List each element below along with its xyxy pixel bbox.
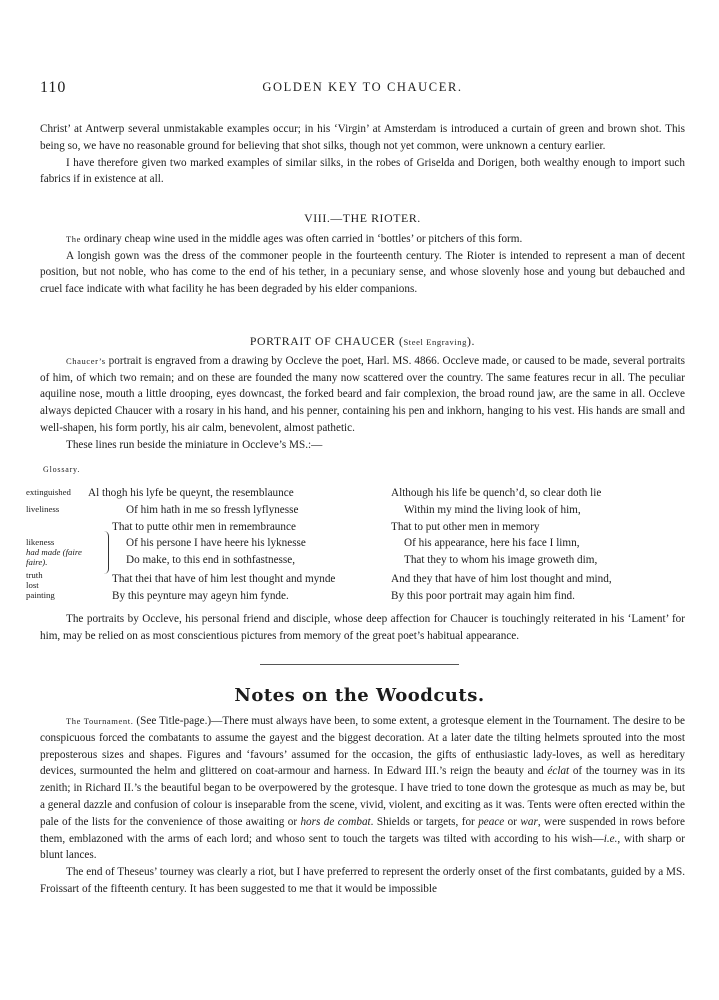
verse-original: That thei that have of him lest thought and mynde: [112, 573, 336, 585]
paragraph-tournament: The Tournament. (See Title-page.)—There must always have been, to some extent, a grotesque element in the Tournament. The desire to be conspicuous forced the combatants to assume the gayest and the biggest decoration. At a later date the tilting helmets sprouted into the most preposterous sizes and shapes. Figures and ‘favours’ assumed for the occasion, the gifts of enthusiastic lady-loves, as well as hereditary devices, surmounted the helm and glittered on coat-armour and harness. In Edward III.’s reign the beauty and éclat of the tourney was in its zenith; in Richard II.’s the beautiful began to be overpowered by the grotesque. I have tried to tone down the grotesque as much as may be, but a general dazzle and confusion of colour is inseparable from the scene, vivid, violent, and exciting as it was. Tents were often erected within the pale of the lists for the convenience of those awaiting or hors de combat. Shields or targets, for peace or war, were suspended in rows before them, emblazoned with the arms of each lord; and whoso sent to touch the targets was tilted with according to his wish—i.e., with sharp or blunt lances.: [40, 715, 685, 862]
verse-modern: Although his life be quench’d, so clear doth lie: [391, 487, 602, 499]
notes-section: [40, 713, 685, 898]
verse-modern: Of his appearance, here his face I limn,: [404, 537, 580, 549]
small-caps-lead: The: [66, 233, 82, 244]
verse-original: By this peynture may ageyn him fynde.: [112, 590, 289, 602]
paragraph-portrait: Chaucer’s portrait is engraved from a drawing by Occleve the poet, Harl. MS. 4866. Occleve made, or caused to be made, several portraits of him, of which two remain; and on these are founded the many now scattered over the country. The same features recur in all. The peculiar aquiline nose, mouth a little drooping, eyes downcast, the forked beard and fair complexion, the broad round jaw, are the same in all. Occleve always depicted Chaucer with a rosary in his hand, and his penner, containing his pen and inkhorn, hanging to his vest. His hands are small and well-shapen, his form portly, his air calm, benevolent, almost pathetic.: [40, 354, 685, 434]
gloss: truth: [26, 570, 43, 580]
heading-notes-woodcuts: Notes on the Woodcuts.: [234, 685, 485, 706]
verse-row: [0, 590, 719, 607]
small-caps-lead: Chaucer’s: [66, 355, 106, 366]
paragraph-continued: Christ’ at Antwerp several unmistakable examples occur; in his ‘Virgin’ at Amsterdam is introduced a curtain of green and brown shot. This being so, we have no reasonable ground for believing that shot silks, though not yet common, were unknown a century earlier.: [40, 123, 685, 152]
paragraph-lines-intro: These lines run beside the miniature in Occleve’s MS.:—: [66, 438, 323, 451]
heading-portrait: PORTRAIT OF CHAUCER (Steel Engraving).: [249, 334, 476, 348]
verse-original: Of his persone I have heere his lyknesse: [126, 537, 306, 549]
paragraph-gown: A longish gown was the dress of the commoner people in the fourteenth century. The Rioter is intended to represent a man of decent position, but not noble, who has come to the end of his tether, in a pecuniary sense, and whose slovenly hose and young but debauched and cruel face indicate with what facility he has been degraded by his elder companions.: [40, 249, 685, 296]
verse-original: Al thogh his lyfe be queynt, the resemblaunce: [88, 487, 294, 499]
heading-rioter: VIII.—THE RIOTER.: [304, 211, 421, 225]
rioter-section: [40, 210, 685, 298]
verse-modern: That to put other men in memory: [391, 521, 540, 533]
gloss: had made (faire faire).: [26, 547, 82, 567]
top-text: [40, 121, 685, 188]
portrait-section: [40, 333, 685, 454]
running-title: GOLDEN KEY TO CHAUCER.: [262, 80, 463, 94]
verse-modern: Within my mind the living look of him,: [404, 504, 581, 516]
verse-original: That to putte othir men in remembraunce: [112, 521, 296, 533]
verse-modern: That they to whom his image groweth dim,: [404, 554, 598, 566]
gloss: likeness: [26, 537, 55, 547]
glossary-title: Glossary.: [43, 465, 81, 474]
running-header: [40, 79, 685, 97]
verse-original: Of him hath in me so fressh lyflynesse: [126, 504, 299, 516]
verse-modern: By this poor portrait may again him find.: [391, 590, 575, 602]
gloss: lost: [26, 580, 39, 590]
verse-original: Do make, to this end in sothfastnesse,: [126, 554, 296, 566]
small-caps-lead: The Tournament.: [66, 716, 134, 726]
verse-row: [0, 570, 719, 590]
portrait-after: [40, 611, 685, 645]
gloss: extinguished: [26, 487, 71, 497]
gloss-brace: [104, 531, 109, 574]
paragraph-wine: The ordinary cheap wine used in the middle ages was often carried in ‘bottles’ or pitchers of this form.: [66, 232, 523, 245]
gloss: painting: [26, 590, 55, 600]
verse-modern: And they that have of him lost thought and mind,: [391, 573, 612, 585]
verse-row: [0, 504, 719, 521]
paragraph-similar-silks: I have therefore given two marked examples of similar silks, in the robes of Griselda and Dorigen, both wealthy enough to import such fabrics if in existence at all.: [40, 156, 685, 186]
paragraph-occleve-portraits: The portraits by Occleve, his personal friend and disciple, whose deep affection for Chaucer is touchingly reiterated in his ‘Lament’ for him, may be relied on as most conscientious pictures from memory of the great poet’s habitual appearance.: [40, 613, 685, 642]
paragraph-theseus: The end of Theseus’ tourney was clearly a riot, but I have preferred to represent the orderly onset of the first combatants, guided by a MS. Froissart of the fifteenth century. It has been suggested to me that it would be impossible: [40, 866, 685, 895]
page-number: 110: [40, 79, 67, 96]
gloss: liveliness: [26, 504, 60, 514]
section-rule: [260, 664, 459, 665]
verse-row: [0, 487, 719, 504]
